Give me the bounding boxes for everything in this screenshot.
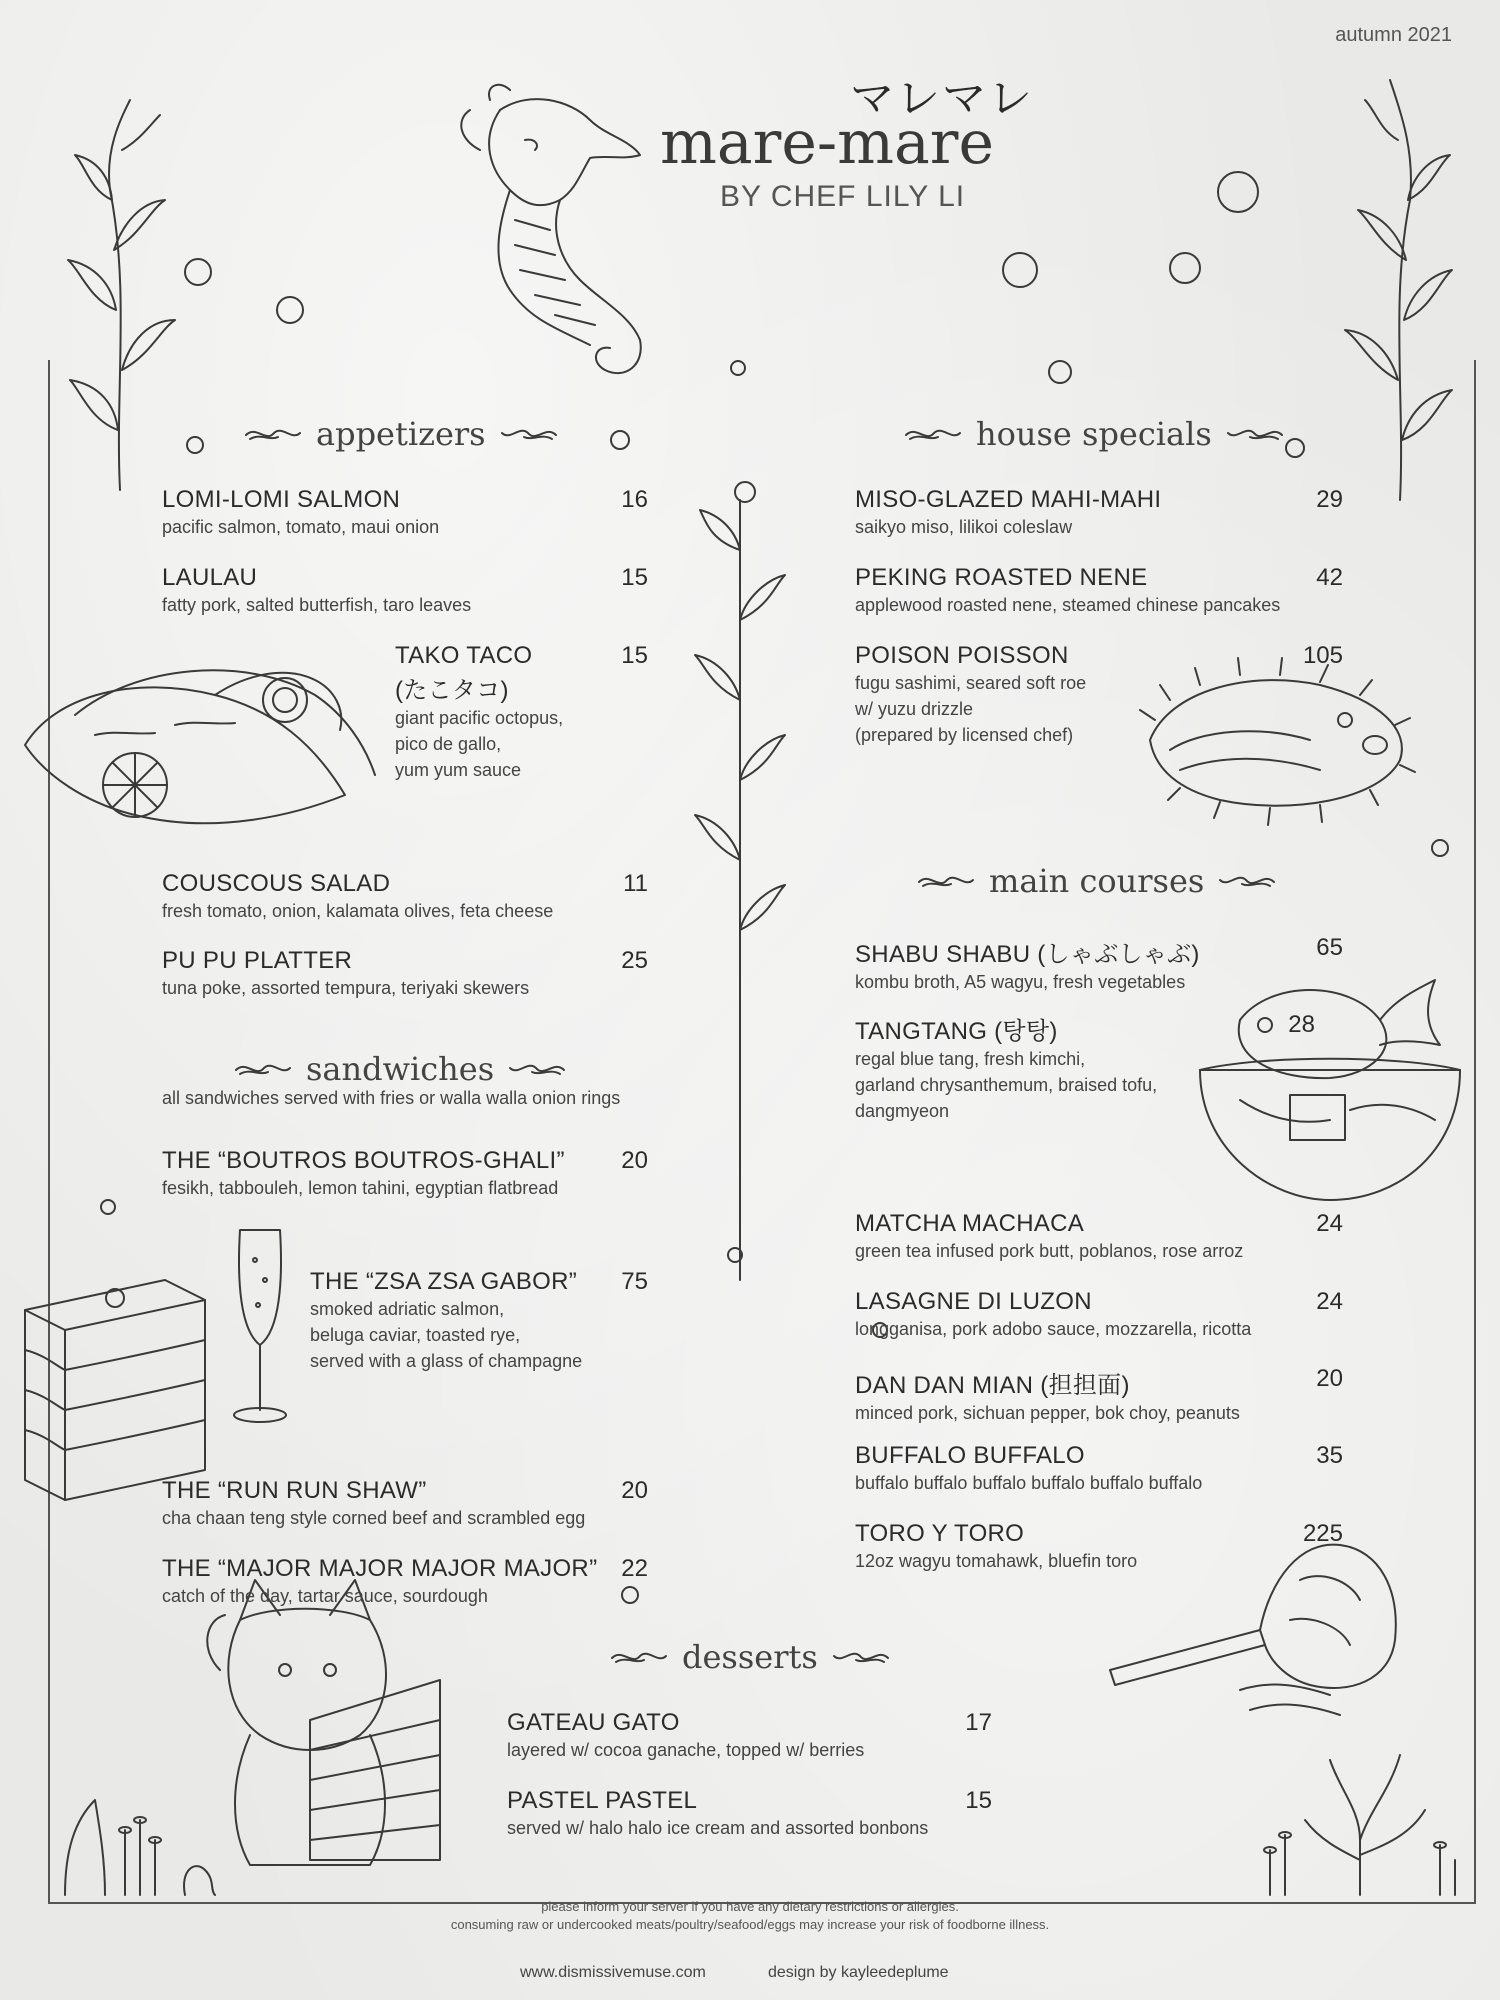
item-description: kombu broth, A5 wagyu, fresh vegetables [855,972,1186,992]
item-name: COUSCOUS SALAD [162,870,391,897]
restaurant-title: mare-mare [660,108,994,178]
item-description: served w/ halo halo ice cream and assorted bonbons [507,1818,929,1838]
item-price: 65 [1316,934,1343,961]
item-description: fatty pork, salted butterfish, taro leaves [162,595,472,615]
item-name: PU PU PLATTER [162,947,353,974]
item-description-line: served with a glass of champagne [310,1351,583,1371]
section-title: appetizers [316,415,486,453]
menu-item [855,564,1343,618]
item-name: THE “ZSA ZSA GABOR” [310,1268,578,1295]
item-description: buffalo buffalo buffalo buffalo buffalo buffalo [855,1473,1203,1493]
item-name: LOMI-LOMI SALMON [162,486,401,513]
item-price: 17 [965,1709,992,1736]
flourish-right-icon [1224,423,1286,445]
item-description-line: yum yum sauce [395,760,522,780]
item-name: TORO Y TORO [855,1520,1025,1547]
item-name: LASAGNE DI LUZON [855,1288,1092,1315]
item-description: minced pork, sichuan pepper, bok choy, peanuts [855,1403,1240,1423]
menu-item [855,1520,1343,1574]
menu-item [855,1365,1343,1426]
menu-item [507,1709,992,1763]
item-description: cha chaan teng style corned beef and scrambled egg [162,1508,586,1528]
item-price: 105 [1302,642,1343,669]
item-price: 25 [621,947,648,974]
flourish-right-icon [1216,870,1278,892]
item-name-alt: (たこタコ) [395,677,509,704]
restaurant-kana: マレマレ [850,74,1034,123]
item-name: THE “MAJOR MAJOR MAJOR MAJOR” [162,1555,598,1582]
item-description: longganisa, pork adobo sauce, mozzarella, ricotta [855,1319,1252,1339]
item-price: 20 [621,1147,648,1174]
chef-byline: BY CHEF LILY LI [720,180,966,213]
menu-item [395,642,648,783]
section-appetizers-heading [242,415,560,453]
item-description: fresh tomato, onion, kalamata olives, feta cheese [162,901,554,921]
item-description-line: fugu sashimi, seared soft roe [855,673,1087,693]
item-description-line: regal blue tang, fresh kimchi, [855,1049,1086,1069]
flourish-left-icon [902,423,964,445]
season-label: autumn 2021 [1335,24,1452,46]
website-link[interactable]: www.dismissivemuse.com [520,1964,706,1981]
menu-item [855,1288,1343,1342]
allergy-note: please inform your server if you have any dietary restrictions or allergies. [541,1899,959,1914]
item-name: TANGTANG (탕탕) [855,1018,1058,1045]
item-price: 16 [621,486,648,513]
item-name: SHABU SHABU (しゃぶしゃぶ) [855,941,1200,968]
item-name: THE “RUN RUN SHAW” [162,1477,427,1504]
item-description-line: smoked adriatic salmon, [310,1299,505,1319]
design-credit: design by kayleedeplume [768,1964,949,1981]
item-description-line: giant pacific octopus, [395,708,564,728]
item-price: 20 [621,1477,648,1504]
menu-item [507,1787,992,1841]
item-price: 24 [1316,1288,1343,1315]
item-name: LAULAU [162,564,258,591]
item-price: 24 [1316,1210,1343,1237]
menu-item [162,564,648,618]
item-price: 20 [1316,1365,1343,1392]
section-house-specials-heading [902,415,1286,453]
menu-item [855,934,1343,995]
item-name: BUFFALO BUFFALO [855,1442,1085,1469]
menu-item [162,486,648,540]
flourish-right-icon [830,1646,892,1668]
item-name: PASTEL PASTEL [507,1787,698,1814]
menu-item [162,870,648,924]
menu-item [162,1555,648,1609]
menu-item [855,486,1343,540]
item-price: 11 [623,870,648,897]
item-description-line: dangmyeon [855,1101,950,1121]
section-title: desserts [682,1638,818,1676]
menu-item [162,1477,648,1531]
item-description-line: garland chrysanthemum, braised tofu, [855,1075,1158,1095]
item-description: 12oz wagyu tomahawk, bluefin toro [855,1551,1138,1571]
item-name: GATEAU GATO [507,1709,680,1736]
flourish-left-icon [915,870,977,892]
item-name: THE “BOUTROS BOUTROS-GHALI” [162,1147,565,1174]
item-name: DAN DAN MIAN (担担面) [855,1372,1130,1399]
item-description: pacific salmon, tomato, maui onion [162,517,440,537]
raw-food-warning: consuming raw or undercooked meats/poultry/seafood/eggs may increase your risk of foodborne illness. [450,1917,1050,1932]
item-description: tuna poke, assorted tempura, teriyaki skewers [162,978,530,998]
item-price: 225 [1302,1520,1343,1547]
sandwiches-note: all sandwiches served with fries or walla walla onion rings [162,1088,621,1108]
menu-item [310,1268,648,1374]
item-description: fesikh, tabbouleh, lemon tahini, egyptian flatbread [162,1178,559,1198]
item-name: MATCHA MACHACA [855,1210,1085,1237]
section-title: house specials [976,415,1212,453]
item-description: green tea infused pork butt, poblanos, rose arroz [855,1241,1244,1261]
item-name: PEKING ROASTED NENE [855,564,1148,591]
item-price: 75 [621,1268,648,1295]
item-description-line: (prepared by licensed chef) [855,725,1074,745]
flourish-right-icon [506,1058,568,1080]
section-title: main courses [989,862,1205,900]
item-description: layered w/ cocoa ganache, topped w/ berries [507,1740,865,1760]
item-price: 15 [621,642,648,669]
menu-item [162,1147,648,1201]
item-description-line: pico de gallo, [395,734,502,754]
item-price: 42 [1316,564,1343,591]
item-description-line: w/ yuzu drizzle [855,699,974,719]
item-description: applewood roasted nene, steamed chinese pancakes [855,595,1281,615]
item-price: 22 [621,1555,648,1582]
item-name: POISON POISSON [855,642,1069,669]
flourish-left-icon [608,1646,670,1668]
item-description-line: beluga caviar, toasted rye, [310,1325,521,1345]
section-title: sandwiches [306,1050,495,1088]
item-price: 35 [1316,1442,1343,1469]
section-sandwiches-heading [232,1050,568,1088]
section-desserts-heading [608,1638,892,1676]
menu-item [855,1011,1315,1124]
flourish-right-icon [498,423,560,445]
item-price: 29 [1316,486,1343,513]
menu-item [855,1442,1343,1496]
item-description: saikyo miso, lilikoi coleslaw [855,517,1073,537]
menu-item [162,947,648,1001]
flourish-left-icon [242,423,304,445]
flourish-left-icon [232,1058,294,1080]
item-description: catch of the day, tartar sauce, sourdough [162,1586,488,1606]
item-price: 28 [1288,1011,1315,1038]
section-main-courses-heading [915,862,1278,900]
menu-item [855,642,1343,748]
item-price: 15 [621,564,648,591]
item-price: 15 [965,1787,992,1814]
menu-item [855,1210,1343,1264]
item-name: TAKO TACO [395,642,533,669]
item-name: MISO-GLAZED MAHI-MAHI [855,486,1162,513]
